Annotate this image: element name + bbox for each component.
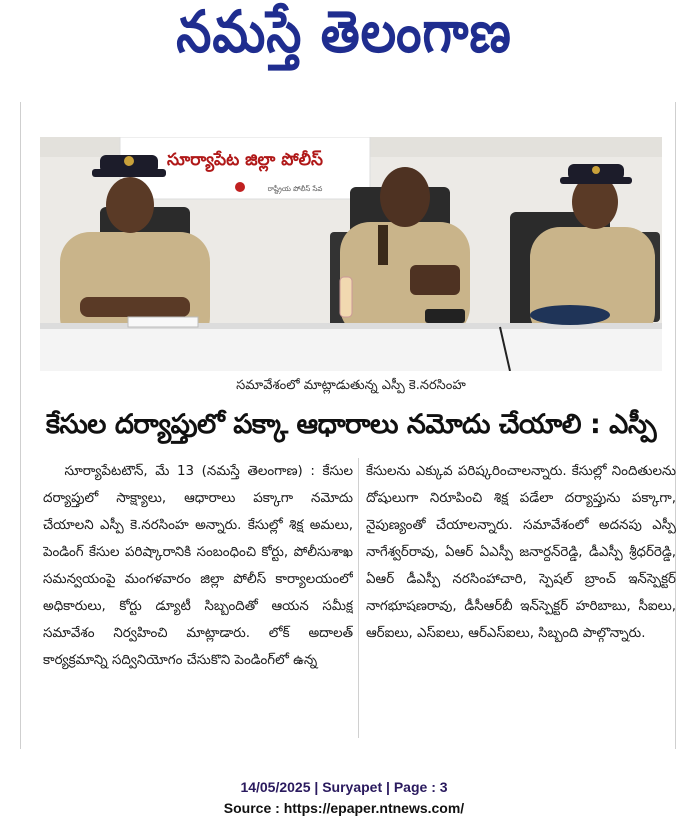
photo-caption: సమావేశంలో మాట్లాడుతున్న ఎస్పీ కె.నరసింహ xyxy=(236,378,466,393)
column-divider xyxy=(358,458,359,738)
footer-separator: | xyxy=(386,779,390,795)
newspaper-logo: నమస్తే తెలంగాణ xyxy=(176,0,512,65)
footer-source-line xyxy=(0,798,688,818)
footer-page: Page : 3 xyxy=(393,779,448,795)
footer-separator: | xyxy=(314,779,319,795)
article-photo xyxy=(40,137,662,371)
article-text-right: కేసులను ఎక్కువ పరిష్కరించాలన్నారు. కేసుల్లో నిందితులను దోషులుగా నిరూపించి శిక్ష పడేలా దర్యాప్తును పక్కాగా, నైపుణ్యంతో చేయాలన్నారు. సమావేశంలో అదనపు ఎస్పీ నాగేశ్వర్‌రావు, ఏఆర్ ఏఎస్పీ జనార్దన్‌రెడ్డి, డీఎస్పీ శ్రీధర్‌రెడ్డి, ఏఆర్ డీఎస్పీ నరసింహాచారి, స్పెషల్ బ్రాంచ్ ఇన్‌స్పెక్టర్ నాగభూషణరావు, డీసీఆర్‌బీ ఇన్‌స్పెక్టర్ హరిబాబు, సీఐలు, ఆర్ఐలు, ఎస్ఐలు, ఆర్ఎస్ఐలు, సిబ్బంది పాల్గొన్నారు. xyxy=(366,464,676,641)
banner-subtext: రాష్ట్రీయ పోలీస్ సేవ xyxy=(267,185,323,193)
masthead xyxy=(0,0,688,78)
banner-text: సూర్యాపేట జిల్లా పోలీస్ xyxy=(167,150,323,170)
article-headline: కేసుల దర్యాప్తులో పక్కా ఆధారాలు నమోదు చేయాలి : ఎస్పీ xyxy=(45,409,657,440)
footer xyxy=(0,776,688,818)
footer-edition-line xyxy=(0,776,688,798)
article-column-right xyxy=(366,458,676,740)
article-column-left xyxy=(43,458,353,740)
photo-illustration xyxy=(40,137,662,371)
footer-date: 14/05/2025 xyxy=(240,779,311,795)
footer-source-link[interactable]: https://epaper.ntnews.com/ xyxy=(283,800,465,816)
article-text-left: సూర్యాపేటటౌన్, మే 13 (నమస్తే తెలంగాణ) : కేసుల దర్యాప్తులో సాక్ష్యాలు, ఆధారాలు పక్కాగా నమోదు చేయాలని ఎస్పీ కె.నరసింహ అన్నారు. కేసుల్లో శిక్ష అమలు, పెండింగ్ కేసుల పరిష్కారానికి సంబంధించి కోర్టు, పోలీసుశాఖ సమన్వయంపై మంగళవారం జిల్లా పోలీస్ కార్యాలయంలో అధికారులు, కోర్టు డ్యూటీ సిబ్బందితో ఆయన సమీక్ష సమావేశం నిర్వహించి మాట్లాడారు. లోక్ అదాలత్ కార్యక్రమాన్ని సద్వినియోగం చేసుకొని పెండింగ్‌లో ఉన్న xyxy=(43,464,353,668)
footer-source-label: Source : xyxy=(223,800,280,816)
footer-edition: Suryapet xyxy=(322,779,383,795)
